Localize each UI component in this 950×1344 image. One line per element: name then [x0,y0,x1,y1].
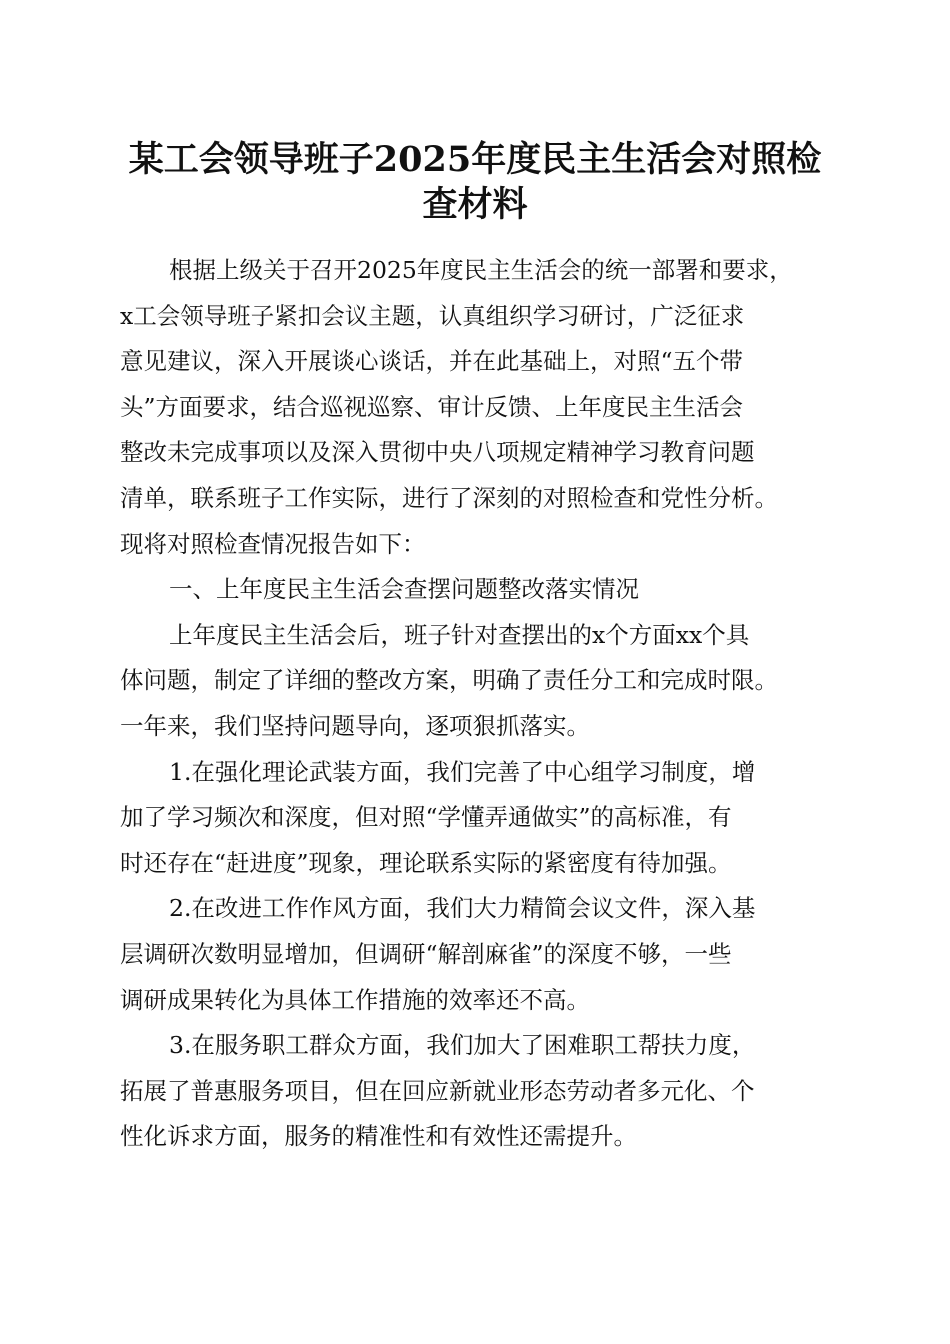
text-line: 头”方面要求，结合巡视巡察、审计反馈、上年度民主生活会 [120,392,744,421]
paragraph [120,613,840,750]
text-line: 1.在强化理论武装方面，我们完善了中心组学习制度，增 [169,757,756,786]
document-title [0,137,950,227]
text-line: 调研成果转化为具体工作措施的效率还不高。 [120,985,590,1014]
text-line: 清单，联系班子工作实际，进行了深刻的对照检查和党性分析。 [120,483,778,512]
text-line: 现将对照检查情况报告如下： [120,529,426,558]
text-line: 上年度民主生活会后，班子针对查摆出的x个方面xx个具 [169,620,750,649]
text-line: 体问题，制定了详细的整改方案，明确了责任分工和完成时限。 [120,666,778,695]
paragraph [120,886,840,1023]
text-line: 一、上年度民主生活会查摆问题整改落实情况 [169,575,639,604]
paragraph [120,1023,840,1160]
paragraph [120,248,840,567]
text-line: 意见建议，深入开展谈心谈话，并在此基础上，对照“五个带 [120,347,744,376]
text-line: x工会领导班子紧扣会议主题，认真组织学习研讨，广泛征求 [120,301,745,330]
text-line: 性化诉求方面，服务的精准性和有效性还需提升。 [120,1122,637,1151]
text-line: 拓展了普惠服务项目，但在回应新就业形态劳动者多元化、个 [120,1076,755,1105]
document-body [120,248,840,1160]
text-line: 2.在改进工作作风方面，我们大力精简会议文件，深入基 [169,894,756,923]
text-line: 3.在服务职工群众方面，我们加大了困难职工帮扶力度， [169,1031,756,1060]
text-line: 整改未完成事项以及深入贯彻中央八项规定精神学习教育问题 [120,438,755,467]
title-line: 某工会领导班子2025年度民主生活会对照检 [128,139,822,180]
text-line: 加了学习频次和深度，但对照“学懂弄通做实”的高标准，有 [120,803,732,832]
text-line: 一年来，我们坚持问题导向，逐项狠抓落实。 [120,711,590,740]
text-line: 根据上级关于召开2025年度民主生活会的统一部署和要求， [169,256,793,284]
text-line: 层调研次数明显增加，但调研“解剖麻雀”的深度不够，一些 [120,939,732,968]
title-line: 查材料 [422,184,528,225]
paragraph [120,750,840,887]
text-line: 时还存在“赶进度”现象，理论联系实际的紧密度有待加强。 [120,848,732,877]
section-heading [120,567,840,613]
